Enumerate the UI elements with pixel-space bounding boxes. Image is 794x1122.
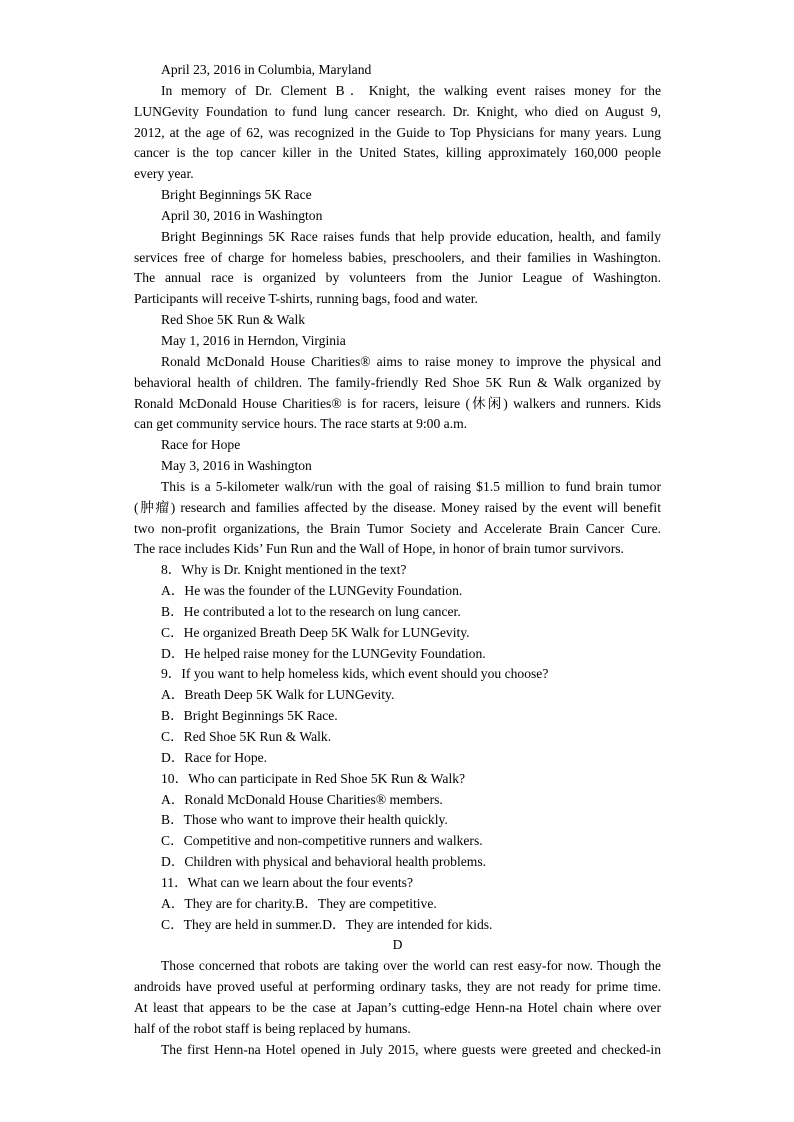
event-1-body-line: LUNGevity Foundation to fund lung cancer research. Dr. Knight, who died on August 9, xyxy=(134,103,661,119)
event-4-body-line: two non-profit organizations, the Brain Tumor Society and Accelerate Brain Cancer Cure. xyxy=(134,520,661,536)
question-8-option-b: B．He contributed a lot to the research on lung cancer. xyxy=(161,603,461,619)
passage-d-para1-line: half of the robot staff is being replaced by humans. xyxy=(134,1020,411,1036)
event-2-body-line: services free of charge for homeless babies, preschoolers, and their families in Washington. xyxy=(134,249,661,265)
event-3-body-line: can get community service hours. The race starts at 9:00 a.m. xyxy=(134,416,468,432)
event-3-title: Red Shoe 5K Run & Walk xyxy=(161,312,306,328)
question-10-option-a: A．Ronald McDonald House Charities® members. xyxy=(161,791,443,807)
event-4-date: May 3, 2016 in Washington xyxy=(161,458,312,474)
event-3-body-line: Ronald McDonald House Charities® aims to raise money to improve the physical and xyxy=(161,353,661,369)
event-4-title: Race for Hope xyxy=(161,437,241,453)
question-11-stem: 11．What can we learn about the four events? xyxy=(161,874,414,890)
question-10-stem: 10．Who can participate in Red Shoe 5K Run & Walk? xyxy=(161,770,466,786)
question-8-stem: 8．Why is Dr. Knight mentioned in the text? xyxy=(161,562,407,578)
event-3-body-line: behavioral health of children. The family-friendly Red Shoe 5K Run & Walk organized by xyxy=(134,374,661,390)
question-10-option-b: B．Those who want to improve their health quickly. xyxy=(161,812,448,828)
event-1-body-line: 2012, at the age of 62, was recognized in the Guide to Top Physicians for many years. Lung xyxy=(134,124,661,140)
event-2-body-line: Bright Beginnings 5K Race raises funds that help provide education, health, and family xyxy=(161,228,661,244)
passage-d-heading: D xyxy=(392,937,403,953)
event-1-body-line: every year. xyxy=(134,166,194,182)
question-9-option-b: B．Bright Beginnings 5K Race. xyxy=(161,708,338,724)
event-1-date: April 23, 2016 in Columbia, Maryland xyxy=(161,62,372,77)
question-10-option-d: D．Children with physical and behavioral health problems. xyxy=(161,854,487,870)
event-2-title: Bright Beginnings 5K Race xyxy=(161,187,312,203)
event-1-body-line: In memory of Dr. Clement B．Knight, the walking event raises money for the xyxy=(161,82,661,98)
question-8-option-c: C．He organized Breath Deep 5K Walk for LUNGevity. xyxy=(161,624,470,640)
question-11-options-ab: A．They are for charity.B．They are competitive. xyxy=(161,895,437,911)
passage-d-para1-line: Those concerned that robots are taking over the world can rest easy-for now. Though the xyxy=(161,958,661,974)
question-10-option-c: C．Competitive and non-competitive runners and walkers. xyxy=(161,833,483,849)
event-2-body-line: Participants will receive T-shirts, running bags, food and water. xyxy=(134,291,478,307)
question-8-option-d: D．He helped raise money for the LUNGevity Foundation. xyxy=(161,645,486,661)
event-4-body-line: This is a 5-kilometer walk/run with the goal of raising $1.5 million to fund brain tumor xyxy=(161,478,661,494)
event-3-date: May 1, 2016 in Herndon, Virginia xyxy=(161,332,346,348)
question-9-option-c: C．Red Shoe 5K Run & Walk. xyxy=(161,729,332,744)
exam-page xyxy=(134,60,661,1061)
question-11-options-cd: C．They are held in summer.D．They are intended for kids. xyxy=(161,916,493,932)
event-3-body-line: Ronald McDonald House Charities® is for racers, leisure (休闲) walkers and runners. Kids xyxy=(134,395,661,411)
passage-d-para1-line: At least that appears to be the case at Japan’s cutting-edge Henn-na Hotel chain where over xyxy=(134,999,661,1015)
passage-d-para2-line: The first Henn-na Hotel opened in July 2015, where guests were greeted and checked-in xyxy=(161,1041,661,1057)
question-9-option-a: A．Breath Deep 5K Walk for LUNGevity. xyxy=(161,687,395,703)
event-4-body-line: The race includes Kids’ Fun Run and the Wall of Hope, in honor of brain tumor survivors. xyxy=(134,541,624,557)
question-8-option-a: A．He was the founder of the LUNGevity Foundation. xyxy=(161,583,463,599)
event-2-date: April 30, 2016 in Washington xyxy=(161,207,323,223)
event-4-body-line: (肿瘤) research and families affected by the disease. Money raised by the event will benefit xyxy=(134,499,661,515)
event-1-body-line: cancer is the top cancer killer in the United States, killing approximately 160,000 people xyxy=(134,145,661,161)
passage-d-para1-line: androids have proved useful at performing ordinary tasks, they are not ready for prime time. xyxy=(134,979,661,995)
question-9-stem: 9．If you want to help homeless kids, which event should you choose? xyxy=(161,666,549,682)
question-9-option-d: D．Race for Hope. xyxy=(161,749,268,765)
event-2-body-line: The annual race is organized by volunteers from the Junior League of Washington. xyxy=(134,270,661,286)
